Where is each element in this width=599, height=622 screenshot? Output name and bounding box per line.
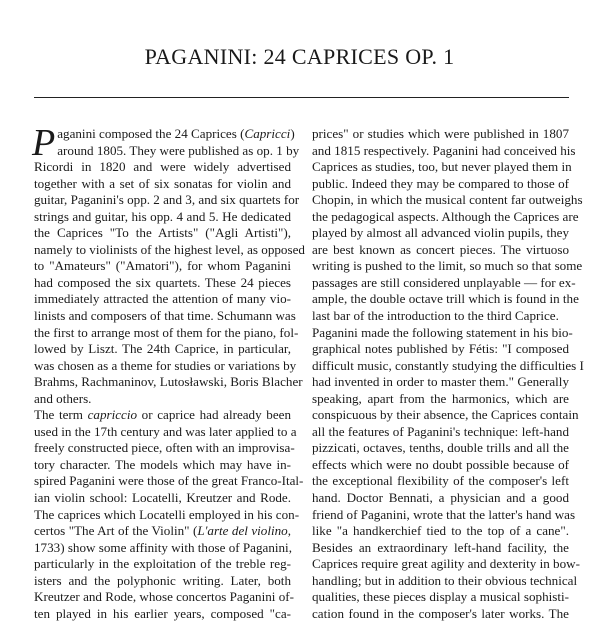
text-line: the Caprices "To the Artists" ("Agli Artisti"), [34,225,291,241]
text-line: had composed the six quartets. These 24 pieces [34,274,291,290]
text-line: The caprices which Locatelli employed in his con- [34,506,300,522]
text-line: The term capriccio or caprice had already been [34,407,291,423]
text-line: are best known as concert pieces. The virtuoso [312,241,569,257]
text-line: the exceptional flexibility of the composer's left [312,473,569,489]
text-line: ian violin school: Locatelli, Kreutzer and Rode. [34,490,291,506]
text-line: around 1805. They were published as op. 1 by [57,142,300,158]
text-line: Ricordi in 1820 and were widely advertised [34,159,291,175]
text-line: linists and composers of that time. Schumann was [34,308,296,324]
text-line: hand. Doctor Bennati, a physician and a good [312,490,569,506]
title-rule [34,97,569,98]
text-line: Caprices as studies, too, but never played them in [312,159,572,175]
text-line: namely to violinists of the highest level, as opposed [34,241,305,257]
text-line: had invented in order to master them." Generally [312,374,569,390]
text-line: graphical notes published by Fétis: "I composed [312,341,569,357]
text-line: Chopin, in which the musical content far outweighs [312,192,583,208]
text-line: conspicuous by their absence, the Caprices contain [312,407,579,423]
text-line: spired Paganini were those of the great Franco-Ital- [34,473,304,489]
text-line: writing is pushed to the limit, so much so that some [312,258,583,274]
text-line: was chosen as a theme for studies or variations by [34,357,297,373]
text-line: 1733) show some affinity with those of Paganini, [34,539,292,555]
text-line: lowed by Liszt. The 24th Caprice, in particular, [34,341,291,357]
text-line: friend of Paganini, wrote that the latter's hand was [312,506,576,522]
text-line: pizzicati, octaves, tenths, double trills and all the [312,440,569,456]
text-line: qualities, these pieces display a musical sophisti- [312,589,569,605]
page-title: PAGANINI: 24 CAPRICES OP. 1 [144,44,455,69]
text-line: last bar of the introduction to the third Caprice. [312,308,559,324]
text-line: effects which were no doubt possible because of [312,456,569,472]
text-line: tory character. The models which may have in- [34,456,291,472]
text-line: used in the 17th century and was later applied to a [34,423,297,439]
text-line: Besides an extraordinary left-hand facility, the [312,539,569,555]
text-line: aganini composed the 24 Caprices (Capricci) [57,126,295,141]
text-line: like "a handkerchief tied to the top of a cane". [312,523,569,539]
text-line: freely constructed piece, often with an improvisa- [34,440,295,456]
text-line: and others. [34,390,92,406]
text-line: ten played in his earlier years, composed "ca- [34,605,291,621]
text-line: Paganini made the following statement in his bio- [312,324,573,340]
text-line: handling; but in addition to their obvious technical [312,572,578,588]
text-line: strings and guitar, his opp. 4 and 5. He dedicated [34,208,291,224]
text-line: the pedagogical aspects. Although the Caprices are [312,208,579,224]
text-line: immediately attracted the attention of many vio- [34,291,291,307]
text-line: Kreutzer and Rode, whose concertos Paganini of- [34,589,294,605]
text-line: ample, the double octave trill which is found in the [312,291,579,307]
text-line: the first to arrange most of them for the piano, fol- [34,324,299,340]
text-line: all the features of Paganini's technique: left-hand [312,423,569,439]
text-line: together with a set of six sonatas for violin and [34,175,291,191]
text-line: played by almost all advanced violin pupils, they [312,225,569,241]
text-line: prices" or studies which were published in 1807 [312,126,569,141]
text-line: Caprices require great agility and dexterity in bow- [312,556,580,572]
text-line: guitar, Paganini's opp. 2 and 3, and six quartets for [34,192,300,208]
text-line: difficult music, constantly studying the difficulties I [312,357,584,373]
text-line: to "Amateurs" ("Amatori"), for whom Paganini [34,258,291,274]
text-line: isters and the polyphonic writing. Later, both [34,572,291,588]
text-line: and 1815 respectively. Paganini had conceived his [312,142,576,158]
text-line: certos "The Art of the Violin" (L'arte del violino, [34,523,291,539]
text-line: passages are still considered unplayable — for ex- [312,274,576,290]
text-line: cation found in the composer's later works. The [312,605,569,621]
text-line: speaking, apart from the harmonics, which are [312,390,569,406]
drop-cap: P [32,122,56,164]
right-column [312,126,584,621]
text-line: Brahms, Rachmaninov, Lutosławski, Boris Blacher [34,374,303,390]
text-line: particularly in the exploitation of the treble reg- [34,556,291,572]
text-columns [32,122,584,621]
left-column [32,122,305,621]
text-line: public. Indeed they may be compared to those of [312,175,569,191]
